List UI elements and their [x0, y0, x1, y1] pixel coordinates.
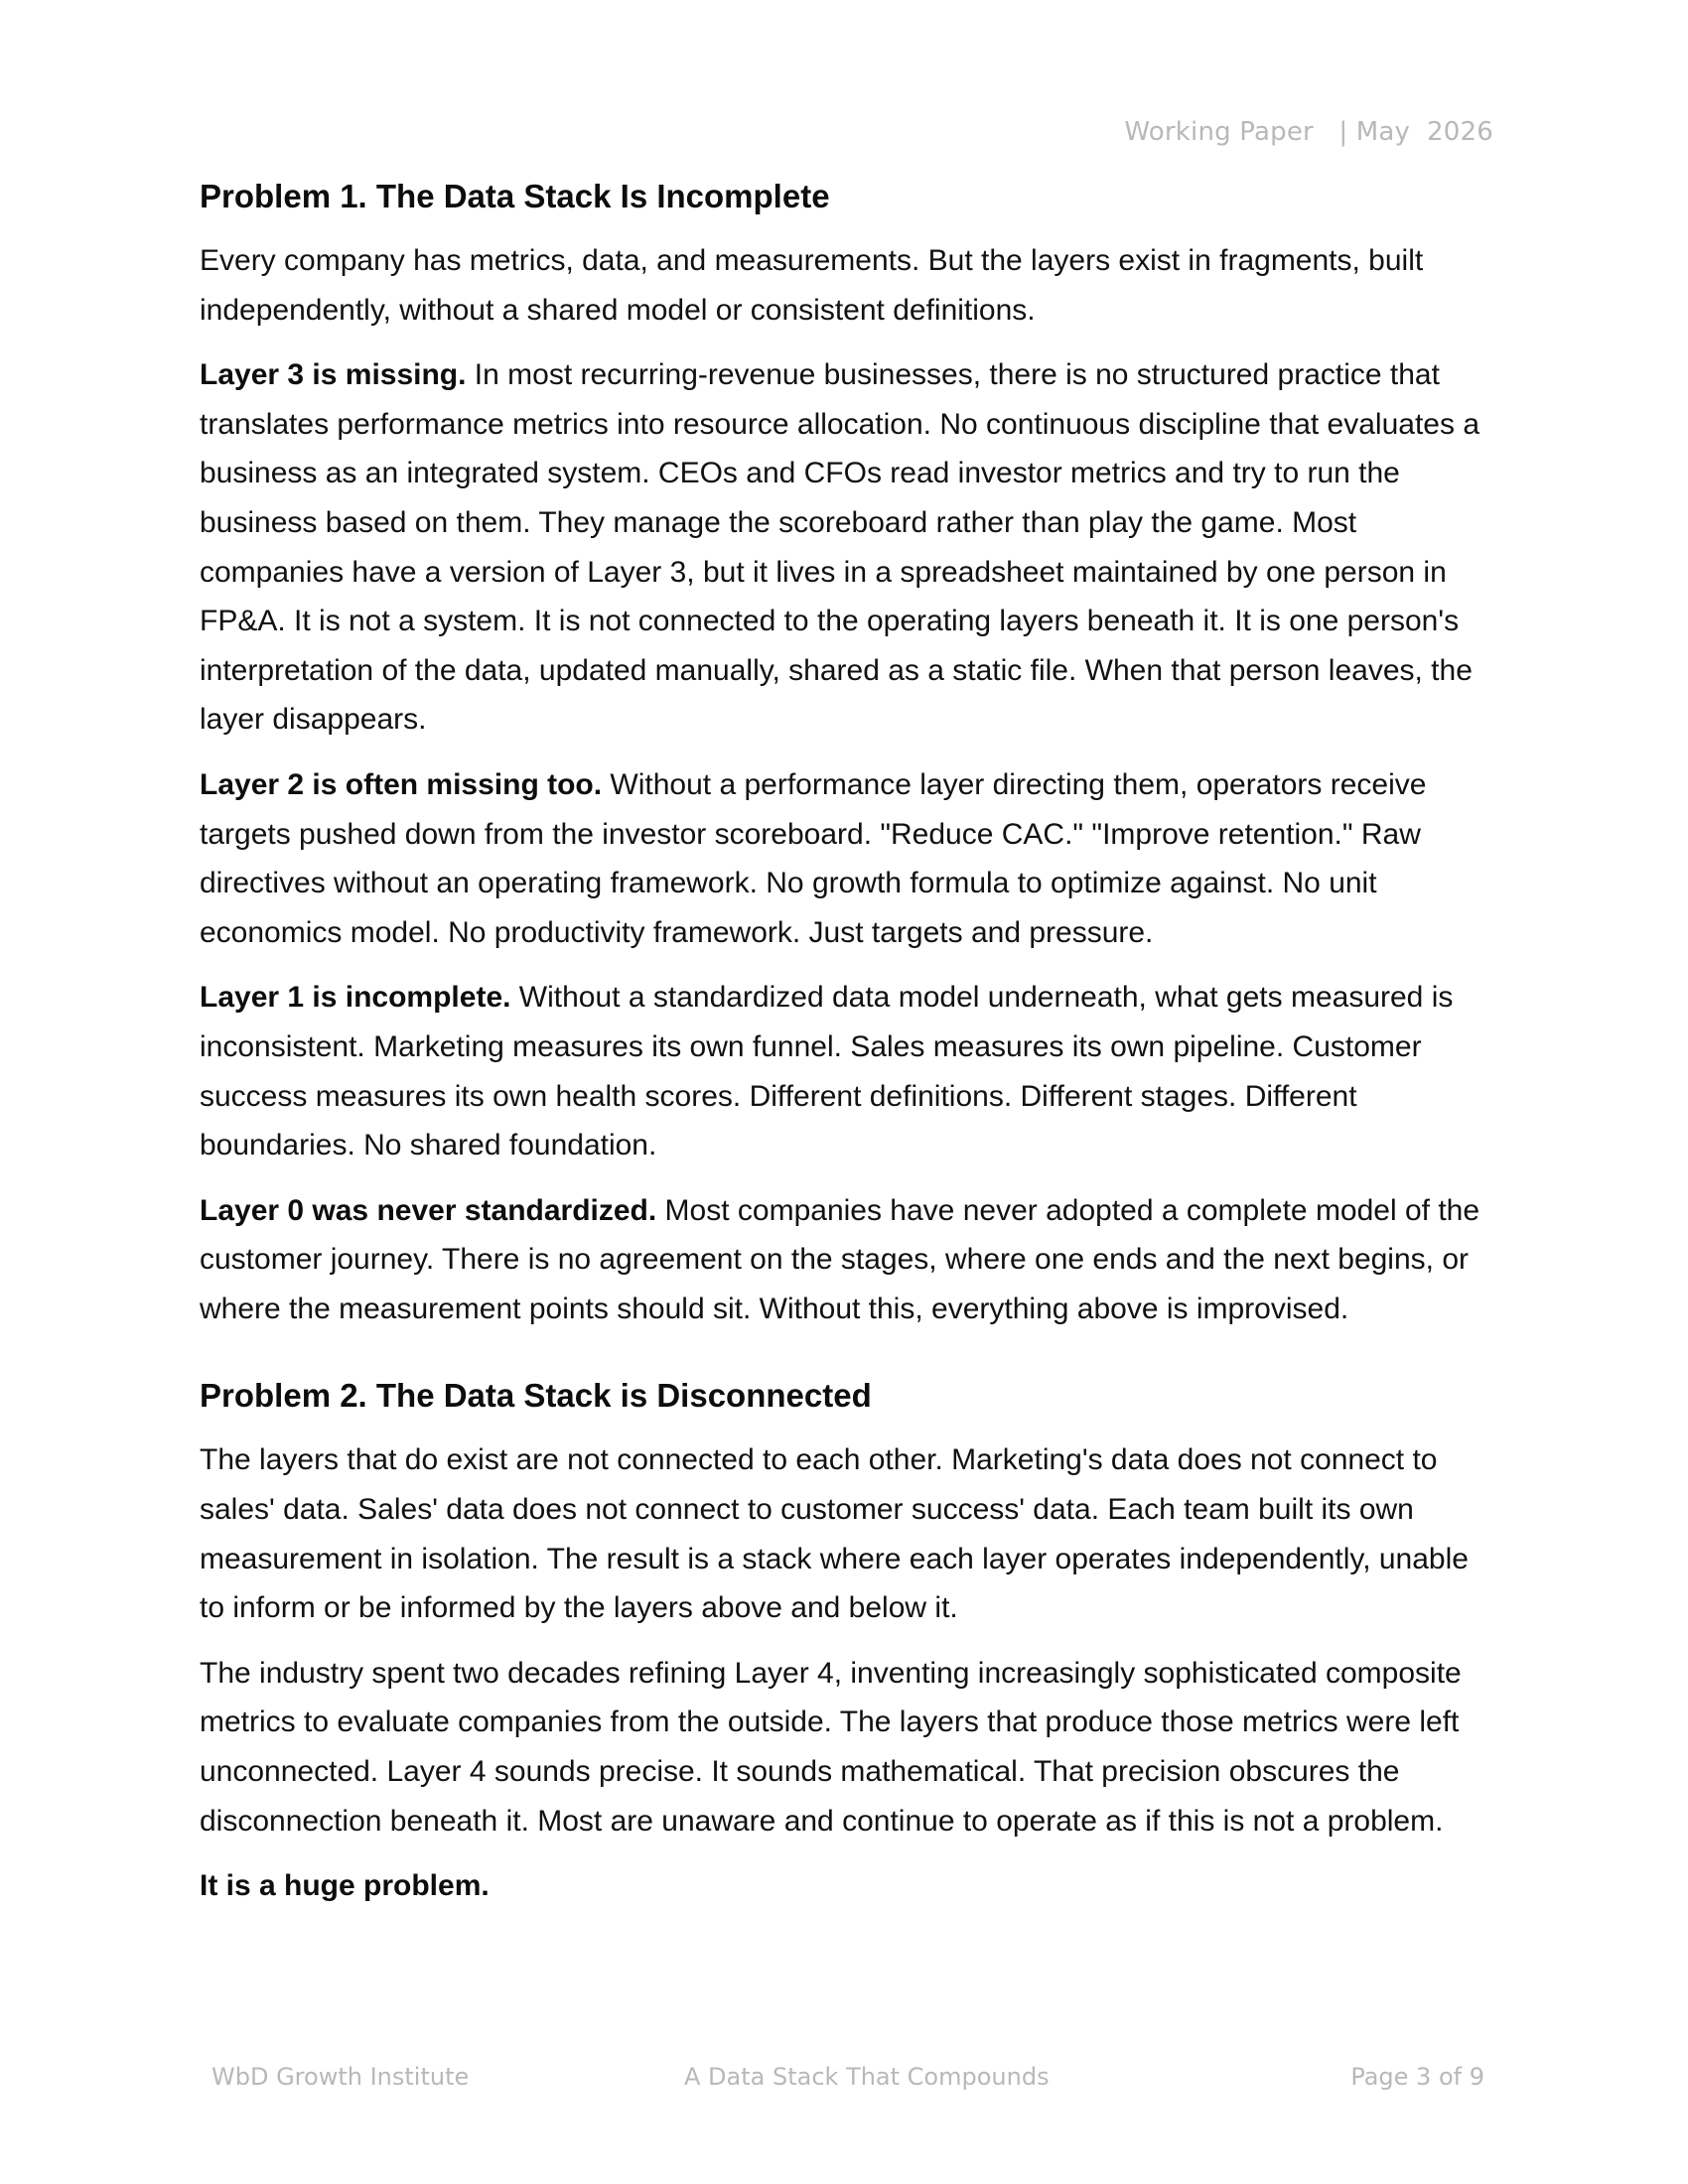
section-2-heading: Problem 2. The Data Stack is Disconnected: [200, 1377, 872, 1415]
footer-organization: WbD Growth Institute: [211, 2063, 470, 2091]
layer-0-lead: Layer 0 was never standardized.: [200, 1193, 657, 1227]
closing-statement-text: It is a huge problem.: [200, 1869, 490, 1903]
layer-0-body: Most companies have never adopted a complete model of the customer journey. There is no agreement on the stages, where one ends and the next begins, or where the measurement points should sit. Without this, everything above is improvised.: [200, 1193, 1480, 1325]
section-2-paragraph-2: The industry spent two decades refining Layer 4, inventing increasingly sophisticated composite metrics to evaluate companies from the outside. The layers that produce those metrics were left unconnected. Layer 4 sounds precise. It sounds mathematical. That precision obscures the disconnection beneath it. Most are unaware and continue to operate as if this is not a problem.: [200, 1656, 1462, 1838]
layer-1-lead: Layer 1 is incomplete.: [200, 981, 511, 1015]
layer-3-body: In most recurring-revenue businesses, there is no structured practice that translates performance metrics into resource allocation. No continuous discipline that evaluates a business as an integrated system. CEOs and CFOs read investor metrics and try to run the business based on them. They manage the scoreboard rather than play the game. Most companies have a version of Layer 3, but it lives in a spreadsheet maintained by one person in FP&A. It is not a system. It is not connected to the operating layers beneath it. It is one person's interpretation of the data, updated manually, shared as a static file. When that person leaves, the layer disappears.: [200, 358, 1480, 737]
document-body: [200, 177, 1500, 1927]
footer-page-number: Page 3 of 9: [1350, 2063, 1484, 2091]
section-1-heading: Problem 1. The Data Stack Is Incomplete: [200, 178, 830, 214]
closing-statement: [200, 1861, 1500, 1911]
section-1-intro: Every company has metrics, data, and measurements. But the layers exist in fragments, built independently, without a shared model or consistent definitions.: [200, 244, 1424, 327]
layer-2-lead: Layer 2 is often missing too.: [200, 767, 603, 801]
layer-3-lead: Layer 3 is missing.: [200, 358, 467, 392]
layer-3-paragraph: [200, 350, 1500, 745]
section-2-paragraph-1: The layers that do exist are not connected to each other. Marketing's data does not connect to sales' data. Sales' data does not connect to customer success' data. Each team built its own measurement in isolation. The result is a stack where each layer operates independently, unable to inform or be informed by the layers above and below it.: [200, 1443, 1469, 1625]
running-header: Working Paper | May 2026: [1124, 117, 1493, 147]
layer-1-paragraph: [200, 973, 1500, 1169]
layer-0-paragraph: [200, 1186, 1500, 1334]
layer-2-paragraph: [200, 760, 1500, 957]
layer-2-body: Without a performance layer directing them, operators receive targets pushed down from the investor scoreboard. "Reduce CAC." "Improve retention." Raw directives without an operating framework. No growth formula to optimize against. No unit economics model. No productivity framework. Just targets and pressure.: [200, 767, 1427, 949]
footer-document-title: A Data Stack That Compounds: [684, 2063, 1050, 2091]
layer-1-body: Without a standardized data model underneath, what gets measured is inconsistent. Marketing measures its own funnel. Sales measures its own pipeline. Customer success measures its own health scores. Different definitions. Different stages. Different boundaries. No shared foundation.: [200, 981, 1454, 1162]
